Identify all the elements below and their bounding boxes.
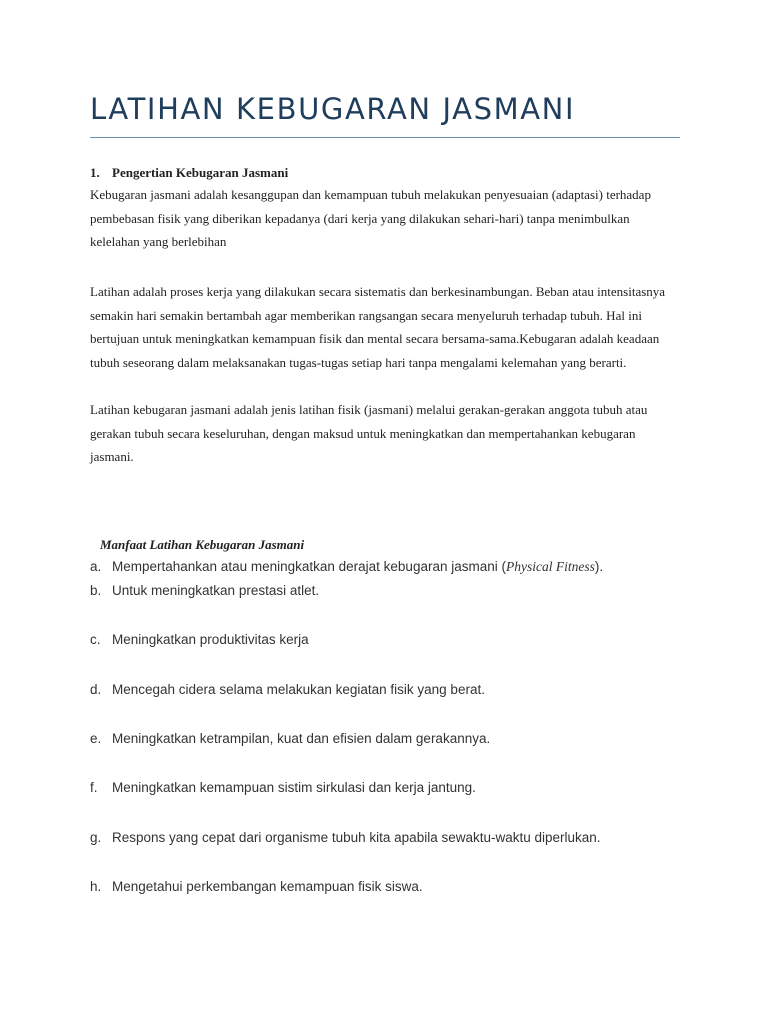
benefit-letter: g. — [90, 830, 102, 845]
benefit-text: Meningkatkan ketrampilan, kuat dan efisien dalam gerakannya. — [112, 731, 491, 746]
benefit-text: Mencegah cidera selama melakukan kegiatan fisik yang berat. — [112, 682, 485, 697]
benefits-heading: Manfaat Latihan Kebugaran Jasmani — [100, 537, 305, 552]
paragraph-line: Latihan kebugaran jasmani adalah jenis latihan fisik (jasmani) melalui gerakan-gerakan anggota tubuh atau — [90, 402, 648, 417]
paragraph-line: semakin hari semakin bertambah agar memberikan rangsangan secara menyeluruh terhadap tubuh. Hal ini — [90, 307, 642, 323]
paragraph-line: bertujuan untuk meningkatkan kemampuan fisik dan mental secara bersama-sama.Kebugaran adalah keadaan — [90, 331, 660, 346]
section-heading-text: Pengertian Kebugaran Jasmani — [112, 165, 289, 180]
benefit-letter: h. — [90, 879, 102, 894]
benefit-text: Meningkatkan kemampuan sistim sirkulasi dan kerja jantung. — [112, 780, 476, 795]
section-number: 1. — [90, 165, 100, 180]
benefit-letter: d. — [90, 682, 102, 697]
paragraph-line: Kebugaran jasmani adalah kesanggupan dan kemampuan tubuh melakukan penyesuaian (adaptasi) terhadap — [90, 187, 651, 202]
benefit-item — [90, 879, 423, 894]
paragraph-latihan — [90, 280, 690, 374]
benefit-letter: a. — [90, 559, 102, 574]
paragraph-line: Latihan adalah proses kerja yang dilakukan secara sistematis dan berkesinambungan. Beban atau intensitasnya — [90, 284, 666, 299]
benefit-letter: e. — [90, 731, 102, 746]
benefit-letter: b. — [90, 583, 102, 598]
benefit-suffix: ). — [594, 559, 604, 574]
paragraph-line: tubuh seseorang dalam melaksanakan tugas-tugas setiap hari tanpa mengalami kelemahan yang berarti. — [90, 354, 627, 370]
paragraph-latihan-kebugaran — [90, 398, 690, 469]
benefit-item — [90, 830, 601, 845]
benefit-item — [90, 780, 476, 795]
paragraph-line: gerakan tubuh secara keseluruhan, dengan maksud untuk meningkatkan dan mempertahankan kebugaran — [90, 425, 636, 441]
paragraph-line: kelelahan yang berlebihan — [90, 234, 227, 249]
benefit-text: Respons yang cepat dari organisme tubuh kita apabila sewaktu-waktu diperlukan. — [112, 830, 601, 845]
benefit-text: Mempertahankan atau meningkatkan derajat kebugaran jasmani ( — [112, 559, 506, 574]
section-heading — [90, 165, 288, 181]
benefit-letter: f. — [90, 780, 98, 795]
title-underline — [90, 137, 680, 138]
benefit-item — [90, 583, 319, 598]
benefit-item — [90, 559, 603, 575]
benefit-text: Mengetahui perkembangan kemampuan fisik siswa. — [112, 879, 423, 894]
paragraph-line: pembebasan fisik yang diberikan kepadanya (dari kerja yang dilakukan sehari-hari) tanpa menimbulkan — [90, 210, 630, 226]
benefit-text: Meningkatkan produktivitas kerja — [112, 632, 309, 647]
benefit-item — [90, 632, 309, 647]
benefit-text: Untuk meningkatkan prestasi atlet. — [112, 583, 320, 598]
benefit-letter: c. — [90, 632, 101, 647]
paragraph-line: jasmani. — [90, 449, 134, 464]
benefit-item — [90, 731, 490, 746]
paragraph-definition — [90, 183, 690, 254]
benefit-italic-term: Physical Fitness — [506, 559, 595, 574]
benefit-item — [90, 682, 485, 697]
document-title: LATIHAN KEBUGARAN JASMANI — [90, 92, 576, 126]
